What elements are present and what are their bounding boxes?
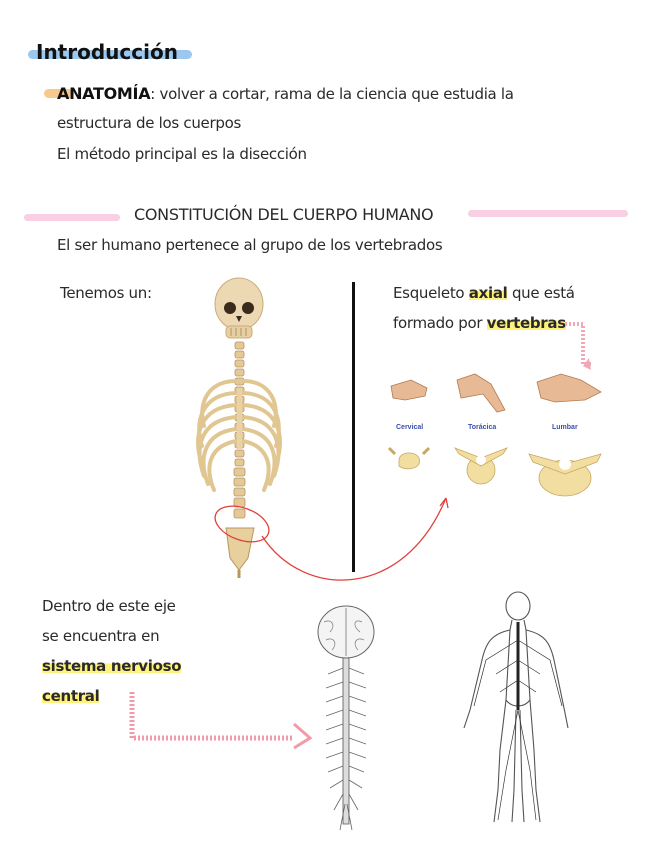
pink-arrow-cns: [126, 690, 316, 750]
vertebra-label-cervical: Cervical: [396, 424, 424, 431]
snc-bold2: central: [42, 687, 100, 705]
vertebrae-illustration: [385, 318, 615, 508]
axial-line2-prefix: formado por: [393, 314, 487, 332]
anatomia-line1: [57, 84, 514, 103]
axial-suffix: que está: [507, 284, 575, 302]
anatomia-term: ANATOMÍA: [57, 84, 151, 103]
tenemos-label: Tenemos un:: [60, 284, 152, 302]
section-title: Introducción: [36, 40, 178, 64]
snc-bold2-wrap: [42, 687, 99, 705]
snc-line2: se encuentra en: [42, 627, 160, 645]
subtitle: CONSTITUCIÓN DEL CUERPO HUMANO: [134, 205, 434, 224]
axial-prefix: Esqueleto: [393, 284, 469, 302]
vertebrates-text: El ser humano pertenece al grupo de los vertebrados: [57, 236, 443, 254]
vertebra-label-lumbar: Lumbar: [552, 424, 578, 431]
snc-line1: Dentro de este eje: [42, 597, 176, 615]
cns-illustration: [310, 604, 382, 834]
anatomia-definition: : volver a cortar, rama de la ciencia que estudia la: [150, 85, 514, 103]
subtitle-highlight-right: [468, 210, 628, 217]
snc-bold1-wrap: [42, 657, 181, 675]
human-nervous-system-illustration: [456, 590, 576, 830]
vertebras-bold: vertebras: [486, 314, 566, 332]
anatomia-line2: estructura de los cuerpos: [57, 114, 241, 132]
snc-bold1: sistema nervioso: [42, 657, 182, 675]
red-arrow-annotation: [214, 490, 454, 600]
axial-bold: axial: [468, 284, 508, 302]
subtitle-highlight-left: [24, 214, 120, 221]
anatomia-method: El método principal es la disección: [57, 145, 307, 163]
axial-line1: [393, 284, 575, 302]
vertebra-label-toracica: Torácica: [468, 424, 497, 431]
